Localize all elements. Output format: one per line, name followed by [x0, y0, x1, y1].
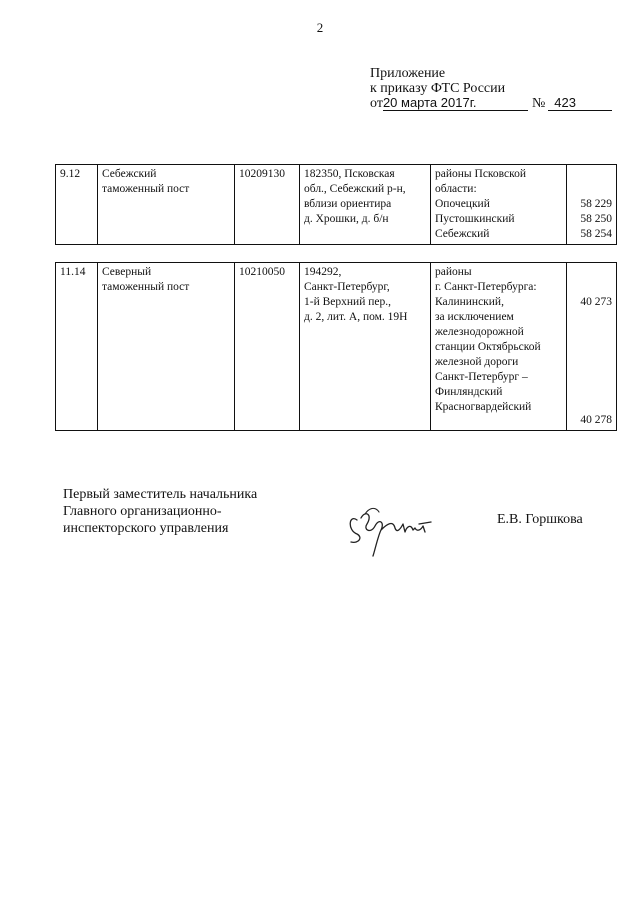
region-line: за исключением [435, 311, 514, 323]
region-line: Санкт-Петербург – [435, 371, 528, 383]
table-row [56, 263, 617, 431]
signatory-title-line: Главного организационно- [63, 504, 222, 519]
order-number: 423 [548, 96, 612, 111]
post-code: 10209130 [239, 168, 285, 180]
region-line: г. Санкт-Петербурга: [435, 281, 537, 293]
signatory-title-line: инспекторского управления [63, 521, 229, 536]
regions-cell [431, 165, 567, 245]
okato-codes-cell [567, 165, 617, 245]
appendix-title: Приложение [370, 66, 446, 81]
region-line: железной дороги [435, 356, 519, 368]
post-code: 10210050 [239, 266, 285, 278]
region-line: Калининский, [435, 296, 504, 308]
region-line: станции Октябрьской [435, 341, 541, 353]
okato-code: 58 250 [580, 213, 612, 225]
table-row [56, 165, 617, 245]
row-number: 9.12 [60, 168, 81, 180]
region-line: Красногвардейский [435, 401, 532, 413]
appendix-order-date-line [370, 96, 612, 112]
address-line: Санкт-Петербург, [304, 281, 390, 293]
region-line: районы Псковской [435, 168, 527, 180]
post-name-line: Себежский [102, 168, 157, 180]
address-line: обл., Себежский р-н, [304, 183, 406, 195]
regions-cell [431, 263, 567, 431]
okato-code: 40 273 [580, 296, 612, 308]
region-line: железнодорожной [435, 326, 524, 338]
region-line: Опочецкий [435, 198, 490, 210]
appendix-order-ref: к приказу ФТС России [370, 81, 506, 96]
post-name-line: таможенный пост [102, 183, 190, 195]
signatory-title-line: Первый заместитель начальника [63, 487, 258, 502]
post-name-cell [98, 165, 235, 245]
row-number-cell [56, 165, 98, 245]
post-name-line: Северный [102, 266, 152, 278]
customs-post-table-2 [55, 262, 617, 431]
signatory-name: Е.В. Горшкова [497, 512, 583, 527]
date-prefix: от [370, 96, 383, 111]
post-code-cell [235, 263, 300, 431]
address-line: вблизи ориентира [304, 198, 392, 210]
region-line: Финляндский [435, 386, 503, 398]
region-line: Себежский [435, 228, 490, 240]
okato-code: 58 254 [580, 228, 612, 240]
address-line: 182350, Псковская [304, 168, 395, 180]
post-code-cell [235, 165, 300, 245]
order-date: 20 марта 2017г. [383, 96, 528, 111]
address-line: д. 2, лит. А, пом. 19Н [304, 311, 408, 323]
customs-post-table-1 [55, 164, 617, 245]
address-line: 194292, [304, 266, 342, 278]
address-line: д. Хрошки, д. б/н [304, 213, 389, 225]
region-line: районы [435, 266, 472, 278]
handwritten-signature [345, 500, 435, 560]
address-cell [300, 263, 431, 431]
okato-codes-cell [567, 263, 617, 431]
address-line: 1-й Верхний пер., [304, 296, 391, 308]
post-name-cell [98, 263, 235, 431]
post-name-line: таможенный пост [102, 281, 190, 293]
region-line: области: [435, 183, 477, 195]
address-cell [300, 165, 431, 245]
row-number: 11.14 [60, 266, 86, 278]
row-number-cell [56, 263, 98, 431]
okato-code: 58 229 [580, 198, 612, 210]
page-number: 2 [316, 20, 324, 35]
region-line: Пустошкинский [435, 213, 515, 225]
okato-code: 40 278 [580, 414, 612, 426]
number-prefix: № [531, 96, 546, 111]
